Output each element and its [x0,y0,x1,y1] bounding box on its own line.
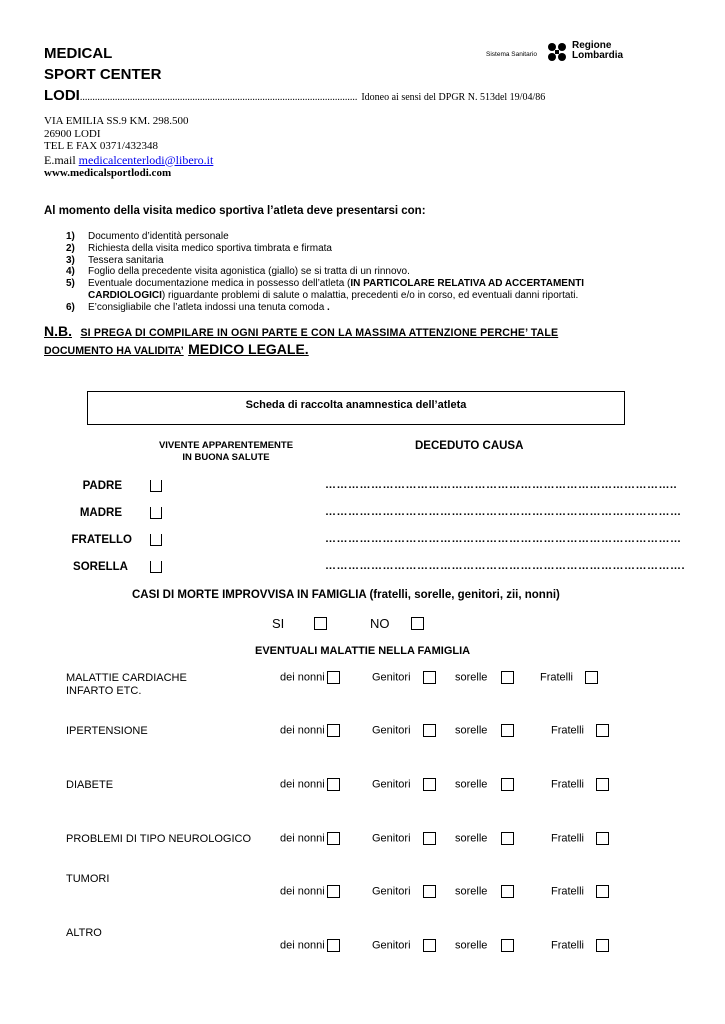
list-item: 6) E’consigliabile che l’atleta indossi una tenuta comoda . [66,301,330,313]
neurologico-nonni: dei nonni [280,832,340,845]
disease-label-altro: ALTRO [66,927,102,939]
cardiache-genitori-checkbox[interactable] [423,671,436,684]
ipertensione-genitori: Genitori [372,724,436,737]
ipertensione-sorelle: sorelle [455,724,514,737]
padre-cause-field[interactable]: ……………………………………………………………………………….. [325,479,678,491]
clinic-name-line3-row [44,85,644,106]
list-item: 2) Richiesta della visita medico sportiva timbrata e firmata [66,242,332,254]
tumori-fratelli: Fratelli [551,885,609,898]
sorella-cause-field[interactable]: …………………………………………………………………………………. [325,560,686,572]
neurologico-fratelli-checkbox[interactable] [596,832,609,845]
diabete-fratelli: Fratelli [551,778,609,791]
disease-label-tumori: TUMORI [66,873,110,885]
tumori-nonni-checkbox[interactable] [327,885,340,898]
logo-region-line1: Regione [572,40,612,51]
diseases-title: EVENTUALI MALATTIE NELLA FAMIGLIA [255,645,471,657]
tumori-genitori-checkbox[interactable] [423,885,436,898]
address-street: VIA EMILIA SS.9 KM. 298.500 [44,115,189,127]
clinic-name-line3: LODI [44,87,80,104]
neurologico-sorelle: sorelle [455,832,514,845]
madre-checkbox[interactable] [150,507,162,519]
family-label-madre: MADRE [79,507,122,519]
email-link[interactable]: medicalcenterlodi@libero.it [78,152,214,167]
diabete-sorelle: sorelle [455,778,514,791]
cardiache-genitori: Genitori [372,671,436,684]
diabete-genitori-checkbox[interactable] [423,778,436,791]
address-email-row [44,153,213,167]
address-block [44,115,213,179]
ipertensione-sorelle-checkbox[interactable] [501,724,514,737]
logo-small-text: Sistema Sanitario [486,51,537,58]
ipertensione-fratelli: Fratelli [551,724,609,737]
ipertensione-fratelli-checkbox[interactable] [596,724,609,737]
list-item: 1) Documento d’identità personale [66,231,229,242]
altro-genitori-checkbox[interactable] [423,939,436,952]
col-deceduto-header: DECEDUTO CAUSA [415,440,524,452]
website[interactable]: www.medicalsportlodi.com [44,166,172,179]
disease-label-ipertensione: IPERTENSIONE [66,725,148,737]
neurologico-sorelle-checkbox[interactable] [501,832,514,845]
list-item: 5) Eventuale documentazione medica in possesso dell’atleta (IN PARTICOLARE RELATIVA AD ACCERTAMENTI CARDIOLOGICI) riguardante problemi di salute o malattia, precedenti e/o in corso, ed eventuali danni riportati. [66,278,585,301]
nb-notice [44,323,664,341]
clinic-name-line1: MEDICAL [44,45,113,62]
dotted-rule: ............................................................................................................... [79,92,358,103]
altro-fratelli: Fratelli [551,939,609,952]
tumori-sorelle: sorelle [455,885,514,898]
list-item: 3) Tessera sanitaria [66,254,164,266]
altro-sorelle-checkbox[interactable] [501,939,514,952]
nb-medico-legale: MEDICO LEGALE. [188,341,309,357]
fratello-cause-field[interactable]: ………………………………………………………………………………… [325,533,682,545]
tumori-sorelle-checkbox[interactable] [501,885,514,898]
diabete-genitori: Genitori [372,778,436,791]
nb-line2: DOCUMENTO HA VALIDITA’ [44,345,184,357]
cardiache-fratelli-checkbox[interactable] [585,671,598,684]
tumori-nonni: dei nonni [280,885,340,898]
family-label-padre: PADRE [82,480,122,492]
neurologico-genitori: Genitori [372,832,436,845]
logo-region-line2: Lombardia [572,50,624,61]
neurologico-nonni-checkbox[interactable] [327,832,340,845]
scheda-title: Scheda di raccolta anamnestica dell’atleta [245,399,467,411]
ipertensione-genitori-checkbox[interactable] [423,724,436,737]
altro-sorelle: sorelle [455,939,514,952]
address-city: 26900 LODI [44,127,101,140]
altro-nonni: dei nonni [280,939,340,952]
padre-checkbox[interactable] [150,480,162,492]
no-checkbox[interactable] [411,617,424,630]
address-tel: TEL E FAX 0371/432348 [44,140,158,152]
requirements-list [66,231,686,315]
si-label: SI [272,616,285,631]
regione-lombardia-logo [486,40,646,70]
neurologico-genitori-checkbox[interactable] [423,832,436,845]
altro-fratelli-checkbox[interactable] [596,939,609,952]
idoneo-text: Idoneo ai sensi del DPGR N. 513del 19/04/86 [361,92,546,103]
cardiache-fratelli: Fratelli [540,671,598,684]
disease-label-neurologico: PROBLEMI DI TIPO NEUROLOGICO [66,833,251,845]
no-label: NO [370,616,390,631]
email-label: E.mail [44,152,79,167]
sorella-checkbox[interactable] [150,561,162,573]
diabete-nonni-checkbox[interactable] [327,778,340,791]
diabete-fratelli-checkbox[interactable] [596,778,609,791]
sudden-death-title: CASI DI MORTE IMPROVVISA IN FAMIGLIA (fratelli, sorelle, genitori, zii, nonni) [132,589,560,601]
rose-camuna-icon [546,41,568,63]
ipertensione-nonni-checkbox[interactable] [327,724,340,737]
ipertensione-nonni: dei nonni [280,724,340,737]
family-label-sorella: SORELLA [73,561,128,573]
fratello-checkbox[interactable] [150,534,162,546]
cardiache-sorelle-checkbox[interactable] [501,671,514,684]
nb-label: N.B. [44,323,72,339]
intro-text: Al momento della visita medico sportiva l’atleta deve presentarsi con: [44,205,426,217]
cardiache-nonni: dei nonni [280,671,340,684]
altro-genitori: Genitori [372,939,436,952]
diabete-nonni: dei nonni [280,778,340,791]
col-vivente-header: VIVENTE APPARENTEMENTE IN BUONA SALUTE [158,440,294,463]
nb-line2-row [44,341,309,359]
family-label-fratello: FRATELLO [71,534,132,546]
cardiache-nonni-checkbox[interactable] [327,671,340,684]
disease-label-diabete: DIABETE [66,779,114,791]
tumori-genitori: Genitori [372,885,436,898]
scheda-title-box [87,391,625,425]
cardiache-sorelle: sorelle [455,671,514,684]
neurologico-fratelli: Fratelli [551,832,609,845]
altro-nonni-checkbox[interactable] [327,939,340,952]
si-checkbox[interactable] [314,617,327,630]
tumori-fratelli-checkbox[interactable] [596,885,609,898]
clinic-name-line2: SPORT CENTER [44,66,162,83]
nb-line1: SI PREGA DI COMPILARE IN OGNI PARTE E CON LA MASSIMA ATTENZIONE PERCHE’ TALE [80,327,559,339]
madre-cause-field[interactable]: ………………………………………………………………………………… [325,506,682,518]
disease-label-cardiache: MALATTIE CARDIACHE INFARTO ETC. [66,672,187,697]
diabete-sorelle-checkbox[interactable] [501,778,514,791]
list-item: 4) Foglio della precedente visita agonistica (giallo) se si tratta di un rinnovo. [66,266,410,278]
